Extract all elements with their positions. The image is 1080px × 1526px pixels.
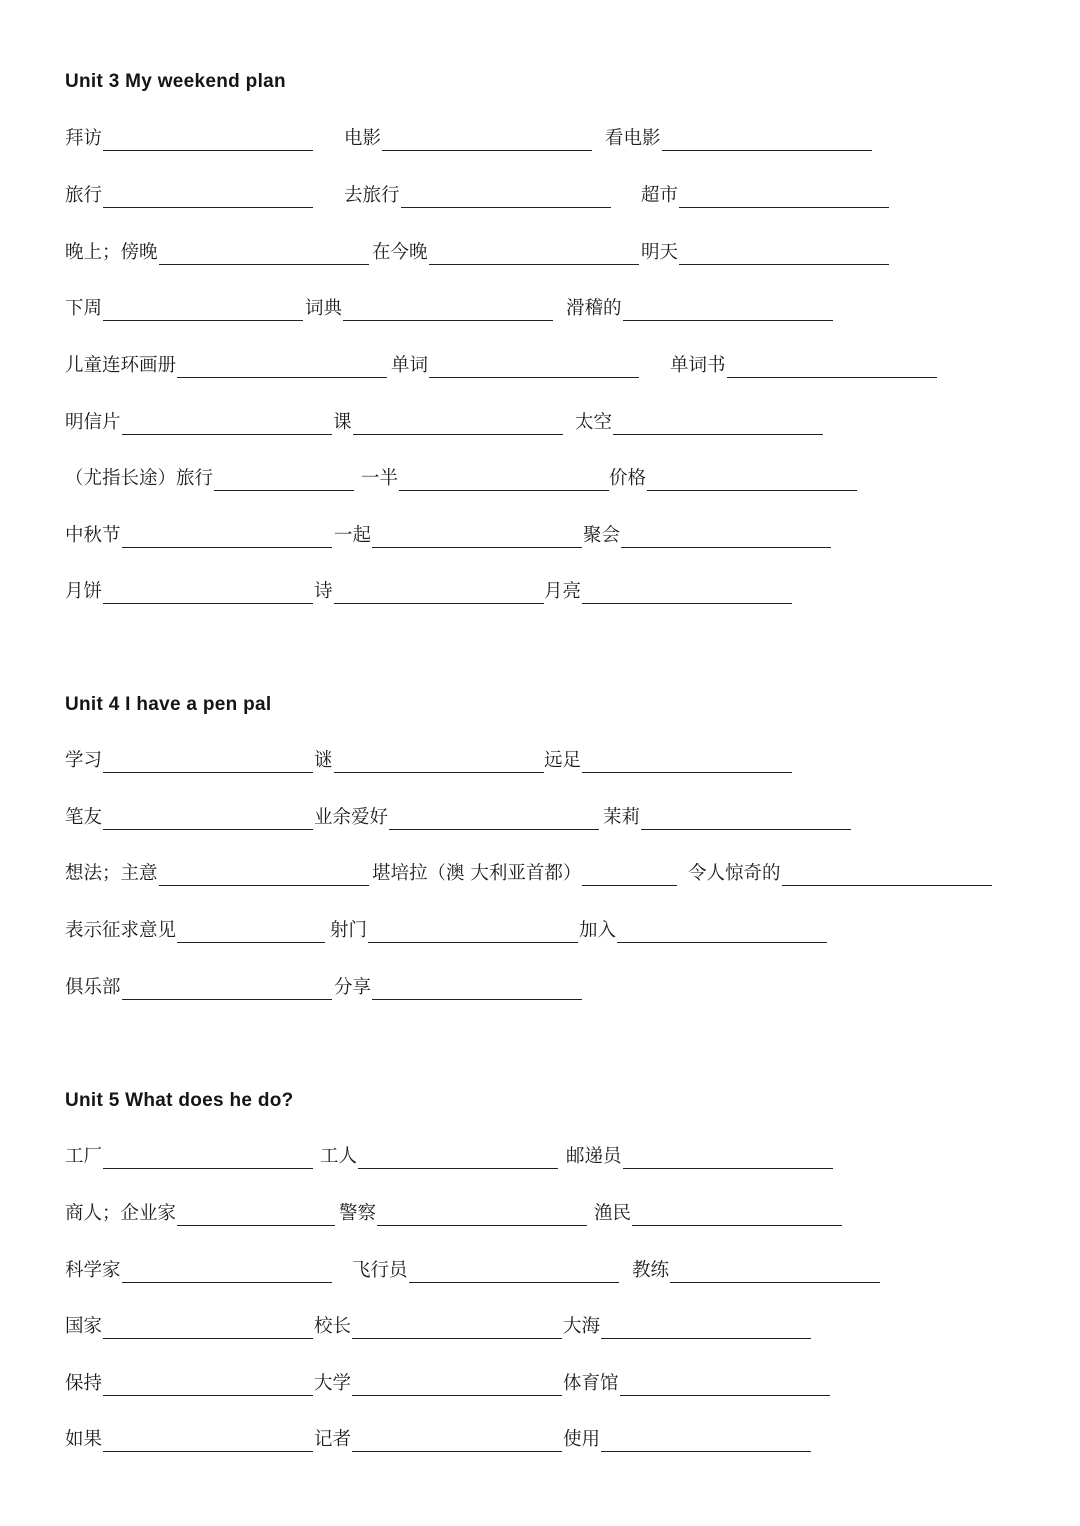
answer-blank[interactable] [601,1429,811,1452]
vocab-item [544,749,792,773]
vocab-item [65,806,313,830]
vocab-item [314,1372,562,1396]
vocab-label: 业余爱好 [314,807,389,828]
answer-blank[interactable] [727,355,937,378]
answer-blank[interactable] [214,468,354,491]
vocab-label: 工厂 [65,1146,103,1167]
answer-blank[interactable] [103,581,313,604]
section-title-unit-3: Unit 3 My weekend plan [65,71,286,92]
vocab-label: 看电影 [605,128,661,149]
vocab-item [566,1145,833,1169]
answer-blank[interactable] [353,412,563,435]
vocab-item [65,354,387,378]
answer-blank[interactable] [377,1203,587,1226]
vocab-label: 校长 [314,1316,352,1337]
answer-blank[interactable] [159,242,369,265]
answer-blank[interactable] [103,185,313,208]
answer-blank[interactable] [103,1429,313,1452]
vocab-item [344,184,611,208]
answer-blank[interactable] [372,525,582,548]
vocab-item [65,919,325,943]
vocab-row [0,241,1080,271]
vocab-row [0,411,1080,441]
answer-blank[interactable] [389,807,599,830]
answer-blank[interactable] [159,863,369,886]
vocab-label: 笔友 [65,807,103,828]
vocab-item [334,976,582,1000]
vocab-item [65,1259,332,1283]
answer-blank[interactable] [401,185,611,208]
vocab-item [609,467,857,491]
vocab-item [65,1372,313,1396]
vocab-label: 聚会 [583,525,621,546]
vocab-item [344,127,592,151]
vocab-item [372,862,677,886]
vocab-item [305,297,553,321]
answer-blank[interactable] [122,1260,332,1283]
vocab-item [65,297,303,321]
vocab-item [333,411,563,435]
answer-blank[interactable] [122,977,332,1000]
answer-blank[interactable] [103,298,303,321]
vocab-item [314,806,599,830]
vocab-label: 使用 [563,1429,601,1450]
answer-blank[interactable] [352,1429,562,1452]
vocab-label: 堪培拉（澳 大利亚首都） [372,863,582,884]
vocab-item [632,1259,880,1283]
answer-blank[interactable] [679,242,889,265]
vocab-row [0,862,1080,892]
vocab-item [544,580,792,604]
answer-blank[interactable] [103,128,313,151]
vocab-item [314,580,544,604]
answer-blank[interactable] [122,412,332,435]
vocab-item [641,184,889,208]
vocab-item [65,184,313,208]
answer-blank[interactable] [103,1373,313,1396]
vocab-item [339,1202,587,1226]
vocab-label: 体育馆 [563,1373,619,1394]
answer-blank[interactable] [177,355,387,378]
vocab-label: 保持 [65,1373,103,1394]
section-title-unit-5: Unit 5 What does he do? [65,1090,294,1111]
vocab-item [563,1315,811,1339]
vocab-item [641,241,889,265]
vocab-label: 月饼 [65,581,103,602]
answer-blank[interactable] [122,525,332,548]
vocab-label: 国家 [65,1316,103,1337]
vocab-label: 科学家 [65,1260,121,1281]
vocab-item [594,1202,842,1226]
vocab-label: 电影 [344,128,382,149]
vocab-label: 拜访 [65,128,103,149]
vocab-item [65,1145,313,1169]
vocab-label: 学习 [65,750,103,771]
vocab-row [0,580,1080,610]
vocab-item [688,862,992,886]
vocab-row [0,354,1080,384]
answer-blank[interactable] [429,355,639,378]
vocab-item [352,1259,619,1283]
answer-blank[interactable] [177,1203,335,1226]
answer-blank[interactable] [601,1316,811,1339]
vocab-label: 滑稽的 [566,298,622,319]
answer-blank[interactable] [623,298,833,321]
answer-blank[interactable] [670,1260,880,1283]
vocab-label: 俱乐部 [65,977,121,998]
vocab-label: 茉莉 [603,807,641,828]
vocab-label: 如果 [65,1429,103,1450]
vocab-row [0,1315,1080,1345]
vocab-label: 大海 [563,1316,601,1337]
answer-blank[interactable] [641,807,851,830]
vocab-row [0,1145,1080,1175]
vocab-label: 渔民 [594,1203,632,1224]
answer-blank[interactable] [623,1146,833,1169]
answer-blank[interactable] [582,750,792,773]
vocab-row [0,297,1080,327]
vocab-item [65,411,332,435]
vocab-label: 单词书 [670,355,726,376]
section-title-unit-4: Unit 4 I have a pen pal [65,694,272,715]
vocab-label: 去旅行 [344,185,400,206]
answer-blank[interactable] [334,750,544,773]
answer-blank[interactable] [358,1146,558,1169]
vocab-label: 射门 [330,920,368,941]
vocab-label: 工人 [320,1146,358,1167]
answer-blank[interactable] [334,581,544,604]
answer-blank[interactable] [103,1316,313,1339]
vocab-label: 旅行 [65,185,103,206]
answer-blank[interactable] [103,750,313,773]
answer-blank[interactable] [352,1316,562,1339]
vocab-label: 下周 [65,298,103,319]
vocab-item [563,1372,830,1396]
vocab-label: 谜 [314,750,333,771]
vocab-item [314,1315,562,1339]
vocab-item [65,580,313,604]
vocab-label: 课 [333,412,352,433]
answer-blank[interactable] [352,1373,562,1396]
vocab-label: 令人惊奇的 [688,863,781,884]
vocab-label: 邮递员 [566,1146,622,1167]
vocab-label: 在今晚 [372,242,428,263]
answer-blank[interactable] [582,863,677,886]
vocab-label: 明信片 [65,412,121,433]
vocab-label: 晚上；傍晚 [65,242,158,263]
vocab-row [0,524,1080,554]
vocab-item [65,976,332,1000]
vocab-label: 一半 [361,468,399,489]
vocab-item [670,354,937,378]
vocab-item [330,919,578,943]
vocab-label: （尤指长途）旅行 [65,468,214,489]
answer-blank[interactable] [621,525,831,548]
vocab-item [583,524,831,548]
vocab-row [0,1428,1080,1458]
vocab-label: 月亮 [544,581,582,602]
vocab-item [65,1202,335,1226]
vocab-item [575,411,823,435]
vocab-label: 加入 [579,920,617,941]
answer-blank[interactable] [582,581,792,604]
answer-blank[interactable] [782,863,992,886]
vocab-row [0,919,1080,949]
vocab-item [320,1145,558,1169]
vocab-row [0,127,1080,157]
vocab-row [0,806,1080,836]
vocab-row [0,184,1080,214]
vocab-item [361,467,609,491]
vocab-label: 价格 [609,468,647,489]
vocab-label: 大学 [314,1373,352,1394]
vocab-label: 想法；主意 [65,863,158,884]
vocab-row [0,1202,1080,1232]
vocab-item [605,127,872,151]
vocab-label: 太空 [575,412,613,433]
vocab-item [65,524,332,548]
vocab-label: 诗 [314,581,333,602]
vocab-item [65,241,369,265]
vocab-item [603,806,851,830]
answer-blank[interactable] [343,298,553,321]
answer-blank[interactable] [103,807,313,830]
answer-blank[interactable] [103,1146,313,1169]
vocab-item [65,1428,313,1452]
vocab-item [65,127,313,151]
answer-blank[interactable] [372,977,582,1000]
answer-blank[interactable] [429,242,639,265]
vocab-item [334,524,582,548]
vocab-item [563,1428,811,1452]
answer-blank[interactable] [617,920,827,943]
vocab-item [65,862,369,886]
vocab-label: 分享 [334,977,372,998]
answer-blank[interactable] [632,1203,842,1226]
vocab-row [0,749,1080,779]
answer-blank[interactable] [177,920,325,943]
vocab-label: 词典 [305,298,343,319]
vocab-label: 一起 [334,525,372,546]
answer-blank[interactable] [620,1373,830,1396]
answer-blank[interactable] [679,185,889,208]
vocab-label: 商人；企业家 [65,1203,177,1224]
vocab-label: 中秋节 [65,525,121,546]
vocab-item [391,354,639,378]
vocab-label: 单词 [391,355,429,376]
vocab-label: 记者 [314,1429,352,1450]
vocab-item [314,749,544,773]
vocab-row [0,1372,1080,1402]
vocab-label: 明天 [641,242,679,263]
vocab-item [566,297,833,321]
vocab-item [65,1315,313,1339]
vocab-label: 儿童连环画册 [65,355,177,376]
vocab-item [579,919,827,943]
vocab-label: 超市 [641,185,679,206]
vocab-item [372,241,639,265]
vocab-label: 教练 [632,1260,670,1281]
vocab-item [65,467,354,491]
vocab-label: 警察 [339,1203,377,1224]
answer-blank[interactable] [647,468,857,491]
answer-blank[interactable] [368,920,578,943]
vocab-item [314,1428,562,1452]
vocab-label: 表示征求意见 [65,920,177,941]
vocab-row [0,1259,1080,1289]
answer-blank[interactable] [662,128,872,151]
answer-blank[interactable] [382,128,592,151]
vocab-item [65,749,313,773]
vocab-row [0,976,1080,1006]
answer-blank[interactable] [613,412,823,435]
vocab-label: 飞行员 [352,1260,408,1281]
vocab-label: 远足 [544,750,582,771]
answer-blank[interactable] [409,1260,619,1283]
vocab-row [0,467,1080,497]
answer-blank[interactable] [399,468,609,491]
